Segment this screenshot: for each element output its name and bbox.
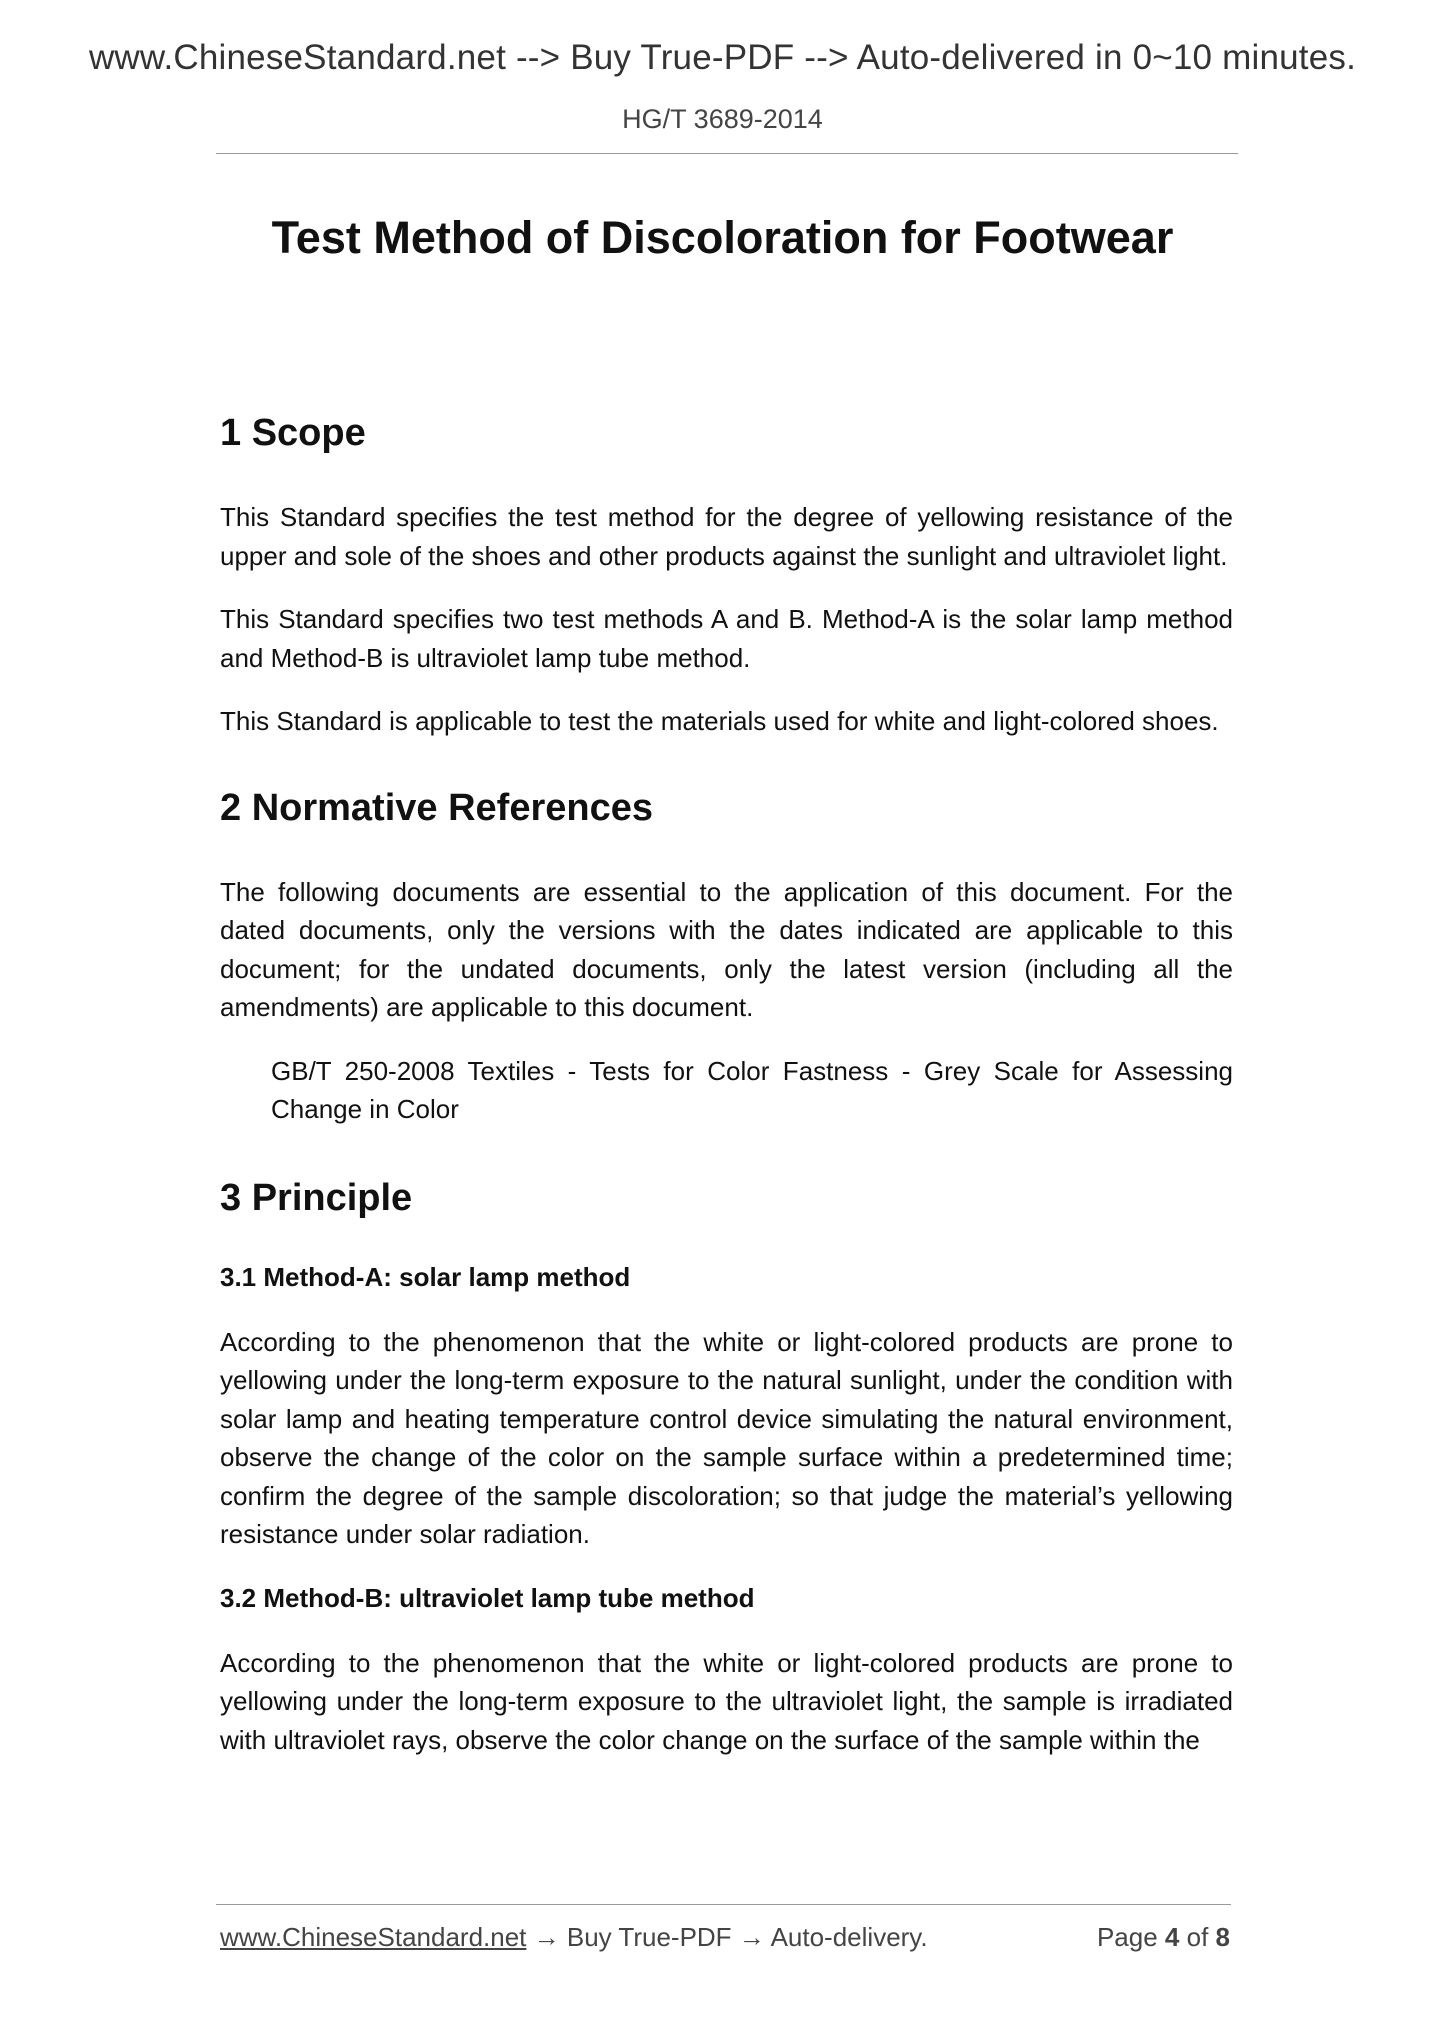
page-current: 4 (1164, 1922, 1180, 1952)
method-b-paragraph: According to the phenomenon that the white or light-colored products are prone to yellowing under the long-term exposure to the ultraviolet light, the sample is irradiated with ultraviolet rays, observe the color change on the surface of the sample within the (220, 1647, 1233, 1755)
scope-paragraph-3: This Standard is applicable to test the materials used for white and light-colored shoes. (220, 706, 1219, 736)
section-heading-principle: 3 Principle (220, 1176, 413, 1219)
section-heading-normative: 2 Normative References (220, 786, 653, 829)
page-of: of (1186, 1922, 1209, 1952)
top-banner: www.ChineseStandard.net --> Buy True-PDF --> Auto-delivered in 0~10 minutes. (88, 38, 1357, 77)
page-total: 8 (1215, 1922, 1230, 1952)
scope-paragraph-2: This Standard specifies two test methods A and B. Method-A is the solar lamp method and Method-B is ultraviolet lamp tube method. (220, 604, 1233, 673)
footer-site-link[interactable]: www.ChineseStandard.net (220, 1922, 527, 1952)
page-label: Page (1096, 1922, 1158, 1952)
normative-paragraph: The following documents are essential to the application of this document. For the dated documents, only the versions with the dates indicated are applicable to this document; for the undated documents, only the latest version (including all the amendments) are applicable to this document. (220, 876, 1233, 1022)
footer-tagline: → Buy True-PDF → Auto-delivery. (526, 1922, 928, 1952)
standard-code: HG/T 3689-2014 (622, 104, 823, 134)
section-heading-scope: 1 Scope (220, 412, 366, 454)
page-indicator (1097, 1922, 1230, 1953)
subsection-heading-method-b: 3.2 Method-B: ultraviolet lamp tube method (220, 1582, 755, 1613)
footer-divider (216, 1904, 1231, 1905)
section-scope (220, 402, 1233, 741)
reference-item: GB/T 250-2008 Textiles - Tests for Color Fastness - Grey Scale for Assessing Change in Color (271, 1055, 1233, 1124)
subsection-heading-method-a: 3.1 Method-A: solar lamp method (220, 1261, 631, 1292)
scope-paragraph-1: This Standard specifies the test method for the degree of yellowing resistance of the upper and sole of the shoes and other products against the sunlight and ultraviolet light. (220, 502, 1233, 571)
section-principle (220, 1167, 1233, 1760)
header-divider (216, 153, 1238, 154)
document-title: Test Method of Discoloration for Footwear (271, 212, 1174, 263)
document-body (220, 402, 1233, 1759)
page-footer (220, 1922, 1230, 1953)
section-normative-references (220, 777, 1233, 1129)
method-a-paragraph: According to the phenomenon that the white or light-colored products are prone to yellowing under the long-term exposure to the natural sunlight, under the condition with solar lamp and heating temperature control device simulating the natural environment, observe the change of the color on the sample surface within a predetermined time; confirm the degree of the sample discoloration; so that judge the material’s yellowing resistance under solar radiation. (220, 1326, 1233, 1549)
